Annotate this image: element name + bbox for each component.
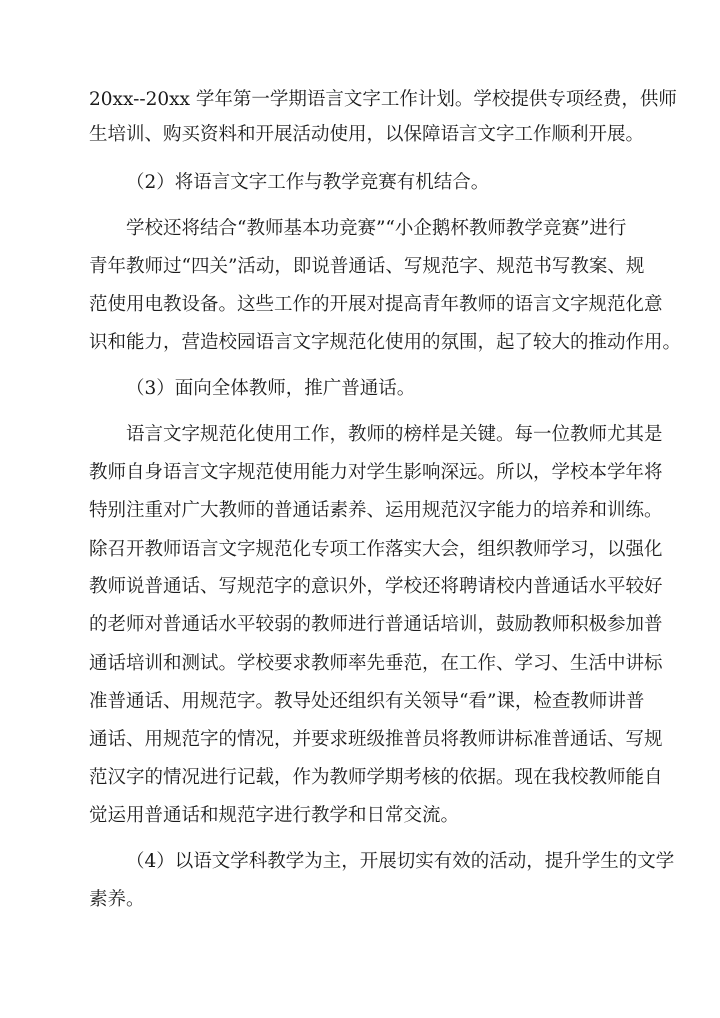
section-heading: （2）将语言文字工作与教学竞赛有机结合。: [126, 172, 490, 193]
text-line: 识和能力，营造校园语言文字规范化使用的氛围，起了较大的推动作用。: [89, 332, 682, 353]
text-line: 教师自身语言文字规范使用能力对学生影响深远。所以，学校本学年将: [89, 462, 663, 483]
text-line: 准普通话、用规范字。教导处还组织有关领导“看”课，检查教师讲普: [89, 691, 645, 712]
text-line: 范汉字的情况进行记载，作为教师学期考核的依据。现在我校教师能自: [89, 767, 663, 788]
text-line: 觉运用普通话和规范字进行教学和日常交流。: [89, 805, 460, 826]
text-line: 范使用电教设备。这些工作的开展对提高青年教师的语言文字规范化意: [89, 294, 663, 315]
text-line: 素养。: [89, 889, 145, 910]
text-line: 生培训、购买资料和开展活动使用，以保障语言文字工作顺利开展。: [89, 124, 645, 145]
text-line: 除召开教师语言文字规范化专项工作落实大会，组织教师学习，以强化: [89, 539, 663, 560]
text-line: 通话、用规范字的情况，并要求班级推普员将教师讲标准普通话、写规: [89, 729, 663, 750]
text-line: 青年教师过“四关”活动，即说普通话、写规范字、规范书写教案、规: [89, 256, 645, 277]
text-line: 特别注重对广大教师的普通话素养、运用规范汉字能力的培养和训练。: [89, 500, 663, 521]
section-heading: （3）面向全体教师，推广普通话。: [126, 378, 416, 399]
text-line: 20xx--20xx 学年第一学期语言文字工作计划。学校提供专项经费，供师: [89, 89, 677, 110]
text-line: 学校还将结合“教师基本功竞赛”“小企鹅杯教师教学竞赛”进行: [126, 218, 627, 239]
text-line: 的老师对普通话水平较弱的教师进行普通话培训，鼓励教师积极参加普: [89, 614, 663, 635]
text-line: 语言文字规范化使用工作，教师的榜样是关键。每一位教师尤其是: [126, 424, 663, 445]
text-line: 通话培训和测试。学校要求教师率先垂范，在工作、学习、生活中讲标: [89, 653, 663, 674]
text-line: 教师说普通话、写规范字的意识外，学校还将聘请校内普通话水平较好: [89, 576, 663, 597]
section-heading: （4）以语文学科教学为主，开展切实有效的活动，提升学生的文学: [126, 851, 675, 872]
